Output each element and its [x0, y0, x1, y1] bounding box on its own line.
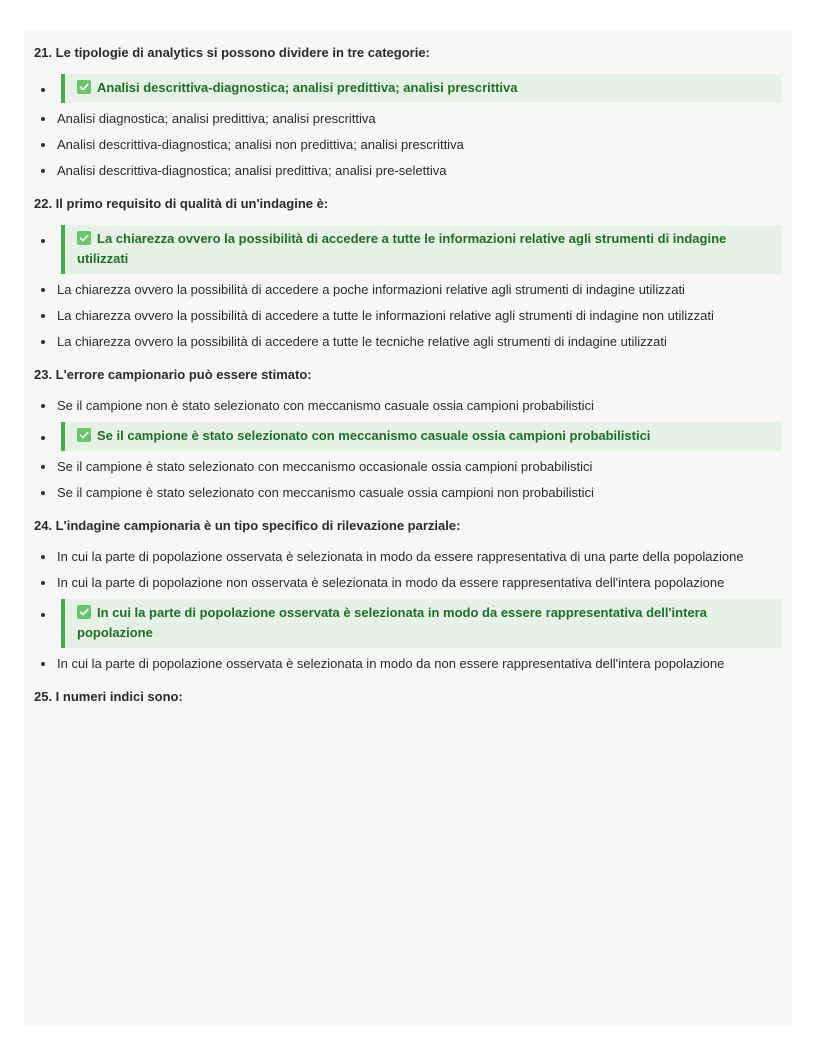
question-block	[34, 44, 782, 181]
check-icon	[77, 80, 91, 94]
answer-item	[34, 306, 782, 326]
correct-answer-item	[34, 225, 782, 274]
answer-list	[34, 396, 782, 503]
correct-answer-item	[34, 599, 782, 648]
answer-list	[34, 225, 782, 352]
question-title: 25. I numeri indici sono:	[34, 689, 183, 704]
question-list	[34, 44, 782, 706]
answer-item	[34, 654, 782, 674]
question-title: 22. Il primo requisito di qualità di un'indagine è:	[34, 196, 329, 211]
answer-item	[34, 547, 782, 567]
question-block	[34, 688, 782, 706]
answer-text: Se il campione non è stato selezionato con meccanismo casuale ossia campioni probabilistici	[57, 398, 594, 413]
check-icon	[77, 428, 91, 442]
answer-text: Se il campione è stato selezionato con meccanismo casuale ossia campioni probabilistici	[97, 428, 651, 443]
question-title: 21. Le tipologie di analytics si possono dividere in tre categorie:	[34, 45, 430, 60]
answer-item	[34, 332, 782, 352]
answer-item	[34, 396, 782, 416]
answer-text: Analisi descrittiva-diagnostica; analisi predittiva; analisi prescrittiva	[97, 80, 518, 95]
answer-text: La chiarezza ovvero la possibilità di accedere a tutte le informazioni relative agli strumenti di indagine utilizzati	[77, 231, 727, 266]
correct-answer-item	[34, 74, 782, 103]
answer-item	[34, 109, 782, 129]
answer-text: La chiarezza ovvero la possibilità di accedere a poche informazioni relative agli strumenti di indagine utilizzati	[57, 282, 685, 297]
question-block	[34, 366, 782, 503]
answer-text: Se il campione è stato selezionato con meccanismo casuale ossia campioni non probabilistici	[57, 485, 594, 500]
answer-text: La chiarezza ovvero la possibilità di accedere a tutte le informazioni relative agli strumenti di indagine non utilizzati	[57, 308, 714, 323]
correct-answer-item	[34, 422, 782, 451]
answer-text: In cui la parte di popolazione non osservata è selezionata in modo da essere rappresentativa dell'intera popolazione	[57, 575, 725, 590]
question-title: 24. L'indagine campionaria è un tipo specifico di rilevazione parziale:	[34, 518, 461, 533]
answer-list	[34, 547, 782, 674]
question-block	[34, 517, 782, 674]
correct-answer-highlight	[61, 599, 782, 648]
check-icon	[77, 231, 91, 245]
question-block	[34, 195, 782, 352]
correct-answer-highlight	[61, 422, 782, 451]
check-icon	[77, 605, 91, 619]
answer-item	[34, 161, 782, 181]
answer-text: La chiarezza ovvero la possibilità di accedere a tutte le tecniche relative agli strumenti di indagine utilizzati	[57, 334, 667, 349]
answer-text: Analisi descrittiva-diagnostica; analisi non predittiva; analisi prescrittiva	[57, 137, 464, 152]
question-title: 23. L'errore campionario può essere stimato:	[34, 367, 312, 382]
answer-text: In cui la parte di popolazione osservata è selezionata in modo da non essere rappresentativa dell'intera popolazione	[57, 656, 725, 671]
answer-item	[34, 457, 782, 477]
answer-text: In cui la parte di popolazione osservata è selezionata in modo da essere rappresentativa di una parte della popolazione	[57, 549, 744, 564]
answer-text: Se il campione è stato selezionato con meccanismo occasionale ossia campioni probabilistici	[57, 459, 593, 474]
answer-item	[34, 135, 782, 155]
answer-item	[34, 280, 782, 300]
answer-text: In cui la parte di popolazione osservata è selezionata in modo da essere rappresentativa dell'intera popolazione	[77, 605, 707, 640]
answer-item	[34, 573, 782, 593]
quiz-page	[24, 30, 792, 1026]
correct-answer-highlight	[61, 74, 782, 103]
correct-answer-highlight	[61, 225, 782, 274]
answer-text: Analisi diagnostica; analisi predittiva; analisi prescrittiva	[57, 111, 376, 126]
answer-item	[34, 483, 782, 503]
answer-text: Analisi descrittiva-diagnostica; analisi predittiva; analisi pre-selettiva	[57, 163, 447, 178]
answer-list	[34, 74, 782, 181]
